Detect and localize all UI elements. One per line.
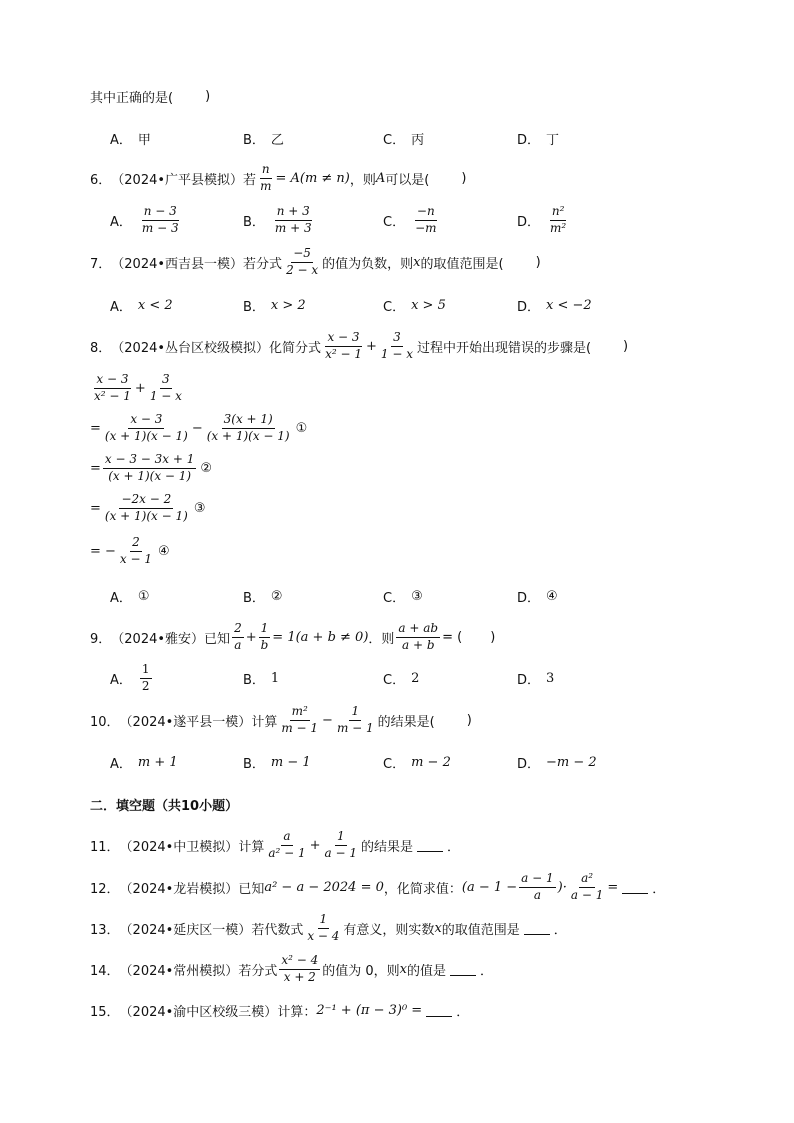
q15-stem <box>90 990 469 1030</box>
q10-fraction-2 <box>335 705 376 734</box>
q8-fraction-2 <box>379 331 415 360</box>
option-fraction <box>273 205 314 234</box>
q9-stem <box>90 617 495 657</box>
step-fraction <box>103 493 190 522</box>
option-label: A． <box>110 214 132 230</box>
option-text: m − 1 <box>270 754 311 770</box>
question-text: 计算 <box>238 839 265 855</box>
question-text: 的取值范围是( <box>420 256 504 272</box>
q6-option-d[interactable] <box>517 204 570 236</box>
paren-close: ) <box>461 170 467 186</box>
equals-sign: = <box>607 879 619 895</box>
denominator: m <box>260 178 272 193</box>
numerator: n − 3 <box>142 205 179 220</box>
operator: − <box>191 420 203 436</box>
option-label: A． <box>110 132 132 148</box>
q9-option-b[interactable] <box>243 662 279 694</box>
q5-option-b[interactable] <box>243 122 284 154</box>
option-label: C． <box>383 214 406 230</box>
operator: + <box>245 629 257 645</box>
step-fraction <box>205 413 292 442</box>
option-text: 3 <box>546 670 555 686</box>
question-text: ，化简求值： <box>383 881 462 897</box>
period: ． <box>456 1004 470 1020</box>
q10-option-b[interactable] <box>243 746 311 778</box>
variable: x <box>434 920 442 936</box>
section-heading: 二．填空题（共10小题） <box>90 798 239 814</box>
option-text: 1 <box>270 670 280 686</box>
denominator: x² − 1 <box>94 388 131 403</box>
denominator: x − 4 <box>307 928 340 943</box>
question-source: （2024•广平县模拟） <box>111 172 244 188</box>
q9-option-c[interactable] <box>383 662 419 694</box>
q14-stem <box>90 949 493 989</box>
q10-options <box>110 746 710 778</box>
denominator: (x + 1)(x − 1) <box>104 508 188 523</box>
question-source: （2024•雅安） <box>111 631 205 647</box>
equals-sign: = <box>90 420 101 436</box>
denominator: a − 1 <box>324 845 358 860</box>
denominator: x − 1 <box>119 551 153 566</box>
q7-fraction <box>284 247 320 276</box>
option-label: D． <box>517 299 541 315</box>
option-text: 丁 <box>546 132 560 148</box>
q12-fraction-2 <box>569 872 605 901</box>
option-text: −m − 2 <box>546 754 597 770</box>
numerator: x − 3 <box>325 331 361 346</box>
numerator: 3(x + 1) <box>222 413 275 428</box>
operator: + <box>134 380 146 396</box>
denominator: a − 1 <box>570 887 604 902</box>
option-fraction <box>548 205 568 234</box>
question-text: 的取值范围是 <box>441 922 520 938</box>
question-number: 15． <box>90 1004 120 1020</box>
option-text: 丙 <box>411 132 425 148</box>
question-text: 的值为负数，则 <box>322 256 414 272</box>
q8-stem <box>90 326 628 366</box>
question-number: 14． <box>90 963 120 979</box>
step-marker: ② <box>200 460 213 476</box>
q7-option-a[interactable] <box>110 289 173 321</box>
question-text: 已知 <box>238 881 265 897</box>
q11-stem <box>90 825 460 865</box>
numerator: x − 3 <box>94 373 130 388</box>
answer-blank[interactable] <box>622 881 648 894</box>
numerator: 1 <box>140 663 152 678</box>
q5-stem-tail <box>90 76 210 116</box>
option-text: ② <box>270 588 283 604</box>
option-label: C． <box>383 672 406 688</box>
answer-blank[interactable] <box>524 922 550 935</box>
option-text: x > 2 <box>270 297 306 313</box>
question-text: 化简分式 <box>269 340 322 356</box>
question-number: 9． <box>90 631 112 647</box>
period: ． <box>480 963 494 979</box>
question-text: 若分式 <box>238 963 278 979</box>
option-text: x > 5 <box>411 297 446 313</box>
q13-fraction <box>305 913 341 942</box>
option-label: A． <box>110 299 132 315</box>
q8-step-3 <box>90 490 205 526</box>
option-label: B． <box>243 672 265 688</box>
q8-step-1 <box>90 410 307 446</box>
expression: (a − 1 − <box>461 879 518 895</box>
numerator: 1 <box>349 705 361 720</box>
numerator: x − 3 − 3x + 1 <box>103 453 197 468</box>
variable: x <box>399 961 407 977</box>
denominator: (x + 1)(x − 1) <box>206 428 290 443</box>
question-source: （2024•遂平县一模） <box>119 714 252 730</box>
q7-options <box>110 289 710 321</box>
period: ． <box>553 922 567 938</box>
q13-stem <box>90 908 567 948</box>
paren-close: ) <box>623 338 629 354</box>
question-text: 有意义，则实数 <box>343 922 435 938</box>
step-fraction <box>103 453 197 482</box>
question-text: 计算： <box>277 1004 317 1020</box>
option-text: ③ <box>411 588 423 604</box>
q9-option-a[interactable] <box>110 662 154 694</box>
denominator: 1 − x <box>380 346 413 361</box>
period: ． <box>447 839 461 855</box>
q6-option-c[interactable] <box>383 204 441 236</box>
numerator: −n <box>415 205 437 220</box>
q10-stem <box>90 700 472 740</box>
equation: = 1(a + b ≠ 0) <box>272 629 369 645</box>
question-text: 计算 <box>251 714 278 730</box>
question-number: 13． <box>90 922 120 938</box>
q8-fraction-1 <box>323 331 364 360</box>
denominator: m − 1 <box>281 720 319 735</box>
q7-stem <box>90 242 541 282</box>
option-label: B． <box>243 132 265 148</box>
denominator: m − 3 <box>141 220 179 235</box>
q9-fraction-2 <box>259 622 271 651</box>
q8-option-a[interactable] <box>110 580 150 612</box>
answer-blank[interactable] <box>450 963 476 976</box>
step-fraction <box>118 536 154 565</box>
expression: 2⁻¹ + (π − 3)⁰ = <box>316 1002 423 1018</box>
numerator: n + 3 <box>275 205 312 220</box>
denominator: a² − 1 <box>268 845 306 860</box>
q8-options <box>110 580 710 612</box>
question-text: 的结果是 <box>361 839 414 855</box>
numerator: m² <box>290 705 310 720</box>
step-fraction <box>103 413 190 442</box>
question-source: （2024•西吉县一模） <box>111 256 244 272</box>
option-label: B． <box>243 214 265 230</box>
question-text: = ( <box>442 629 463 645</box>
q8-step-2 <box>90 450 212 486</box>
question-text: 可以是( <box>385 172 430 188</box>
option-label: B． <box>243 756 265 772</box>
operator: − <box>322 712 333 728</box>
q7-option-b[interactable] <box>243 289 306 321</box>
q10-fraction-1 <box>279 705 320 734</box>
question-text: 已知 <box>204 631 231 647</box>
q12-fraction-1 <box>519 872 555 901</box>
numerator: −2x − 2 <box>119 493 173 508</box>
question-source: （2024•渝中区校级三模） <box>119 1004 278 1020</box>
q8-option-c[interactable] <box>383 580 423 612</box>
equation: = A(m ≠ n) <box>275 170 350 186</box>
option-fraction <box>413 205 438 234</box>
denominator: x² − 1 <box>325 346 362 361</box>
question-number: 12． <box>90 881 120 897</box>
denominator: a <box>234 637 242 652</box>
question-text: 的值是 <box>406 963 446 979</box>
q7-option-c[interactable] <box>383 289 446 321</box>
option-label: C． <box>383 132 406 148</box>
equals-sign: = <box>90 500 101 516</box>
denominator: m² <box>550 220 567 235</box>
option-label: C． <box>383 299 406 315</box>
option-label: B． <box>243 590 265 606</box>
numerator: 2 <box>130 536 142 551</box>
expression: )· <box>557 879 567 895</box>
option-label: B． <box>243 299 265 315</box>
denominator: a <box>533 887 541 902</box>
denominator: (x + 1)(x − 1) <box>104 428 188 443</box>
numerator: 3 <box>391 331 403 346</box>
numerator: 2 <box>232 622 244 637</box>
denominator: b <box>260 637 269 652</box>
option-text: ① <box>137 588 150 604</box>
option-text: 乙 <box>270 132 284 148</box>
option-text: m + 1 <box>137 754 178 770</box>
q5-option-c[interactable] <box>383 122 424 154</box>
paren-close: ) <box>205 88 211 104</box>
q5-option-d[interactable] <box>517 122 559 154</box>
operator: + <box>365 338 377 354</box>
q6-stem <box>90 158 466 198</box>
step-marker: ③ <box>193 500 206 516</box>
numerator: −5 <box>291 247 313 262</box>
option-label: C． <box>383 756 406 772</box>
q11-fraction-1 <box>266 830 307 859</box>
numerator: a² <box>579 872 595 887</box>
question-text: ．则 <box>368 631 395 647</box>
q8-step-4 <box>90 533 170 569</box>
option-fraction <box>140 205 181 234</box>
q5-option-a[interactable] <box>110 122 151 154</box>
variable: x <box>413 254 421 270</box>
q10-option-c[interactable] <box>383 746 451 778</box>
option-label: D． <box>517 756 541 772</box>
paren-close: ) <box>490 629 496 645</box>
numerator: x² − 4 <box>279 954 320 969</box>
q9-fraction-3 <box>396 622 440 651</box>
question-source: （2024•龙岩模拟） <box>119 881 239 897</box>
q9-options <box>110 662 710 694</box>
option-fraction <box>140 663 152 692</box>
q9-option-d[interactable] <box>517 662 554 694</box>
numerator: n² <box>550 205 567 220</box>
option-label: D． <box>517 132 541 148</box>
question-text: 的值为 0，则 <box>322 963 400 979</box>
q6-fraction <box>258 163 273 192</box>
step-marker: ① <box>295 420 308 436</box>
denominator: 1 − x <box>149 388 182 403</box>
q5-text: 其中正确的是( <box>90 90 174 106</box>
denominator: 2 − x <box>286 262 319 277</box>
equals-sign: = <box>90 460 101 476</box>
step-fraction <box>148 373 184 402</box>
option-text: x < −2 <box>546 297 592 313</box>
option-label: D． <box>517 590 541 606</box>
numerator: 1 <box>335 830 347 845</box>
option-text: x < 2 <box>137 297 173 313</box>
q8-option-b[interactable] <box>243 580 283 612</box>
q6-options <box>110 204 710 236</box>
numerator: 1 <box>318 913 330 928</box>
option-label: D． <box>517 214 541 230</box>
numerator: 3 <box>160 373 172 388</box>
step-marker: ④ <box>158 543 170 559</box>
numerator: x − 3 <box>128 413 164 428</box>
option-text: 2 <box>411 670 420 686</box>
question-text: 若代数式 <box>251 922 304 938</box>
option-label: A． <box>110 756 132 772</box>
question-text: ，则 <box>349 172 376 188</box>
q10-option-a[interactable] <box>110 746 178 778</box>
question-source: （2024•中卫模拟） <box>119 839 239 855</box>
question-number: 10． <box>90 714 120 730</box>
numerator: a + ab <box>396 622 440 637</box>
step-fraction <box>92 373 133 402</box>
denominator: a + b <box>402 637 435 652</box>
operator: + <box>309 837 321 853</box>
question-number: 6． <box>90 172 112 188</box>
equation: a² − a − 2024 = 0 <box>264 879 384 895</box>
answer-blank[interactable] <box>417 839 443 852</box>
question-number: 11． <box>90 839 120 855</box>
question-text: 若分式 <box>243 256 283 272</box>
denominator: x + 2 <box>283 969 316 984</box>
question-number: 7． <box>90 256 112 272</box>
q10-option-d[interactable] <box>517 746 597 778</box>
q12-stem <box>90 867 665 907</box>
option-text: m − 2 <box>411 754 451 770</box>
denominator: m + 3 <box>274 220 312 235</box>
denominator: 2 <box>141 678 150 693</box>
q14-fraction <box>279 954 320 983</box>
option-label: D． <box>517 672 541 688</box>
denominator: m − 1 <box>336 720 374 735</box>
q6-option-a[interactable] <box>110 204 183 236</box>
denominator: (x + 1)(x − 1) <box>108 468 192 483</box>
equals-sign: = − <box>90 543 116 559</box>
question-text: 过程中开始出现错误的步骤是( <box>416 340 592 356</box>
option-label: A． <box>110 672 132 688</box>
question-source: （2024•延庆区一模） <box>119 922 252 938</box>
paren-close: ) <box>535 254 541 270</box>
q9-fraction-1 <box>232 622 244 651</box>
question-text: 的结果是( <box>377 714 435 730</box>
numerator: a <box>281 830 292 845</box>
option-text: 甲 <box>137 132 151 148</box>
numerator: n <box>260 163 272 178</box>
q5-options <box>110 122 710 154</box>
q6-option-b[interactable] <box>243 204 316 236</box>
paren-close: ) <box>466 712 472 728</box>
q11-fraction-2 <box>323 830 359 859</box>
period: ． <box>652 881 666 897</box>
answer-blank[interactable] <box>426 1004 452 1017</box>
option-text: ④ <box>546 588 558 604</box>
numerator: a − 1 <box>519 872 555 887</box>
option-label: A． <box>110 590 132 606</box>
question-text: 若 <box>243 172 257 188</box>
question-source: （2024•常州模拟） <box>119 963 239 979</box>
q8-step-0 <box>90 370 186 406</box>
question-number: 8． <box>90 340 112 356</box>
q8-option-d[interactable] <box>517 580 558 612</box>
question-source: （2024•丛台区校级模拟） <box>111 340 270 356</box>
section-title <box>90 784 238 824</box>
numerator: 1 <box>259 622 271 637</box>
variable: A <box>375 170 386 186</box>
option-label: C． <box>383 590 406 606</box>
denominator: −m <box>415 220 437 235</box>
q7-option-d[interactable] <box>517 289 592 321</box>
